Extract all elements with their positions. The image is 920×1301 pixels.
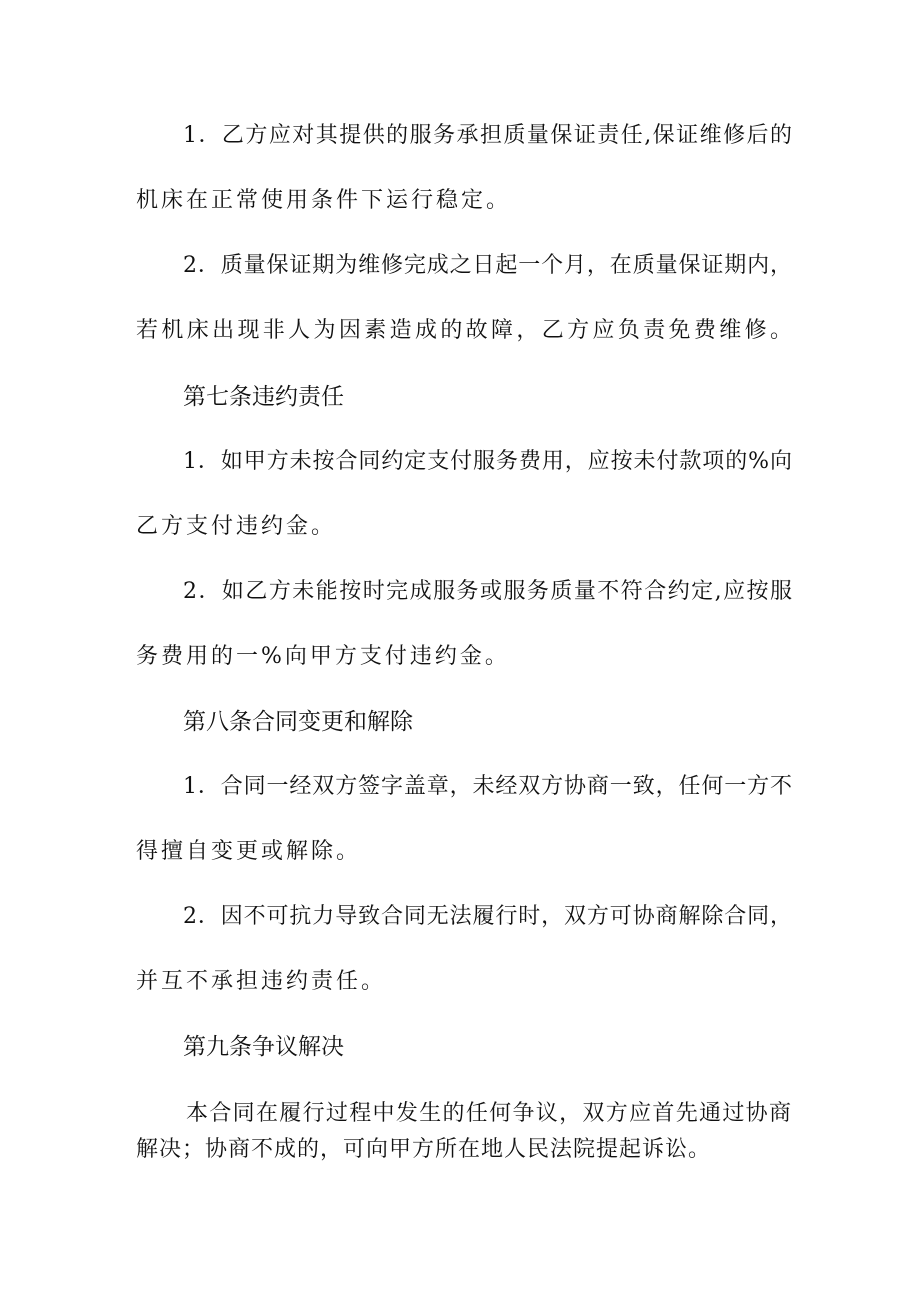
section8-item1-line2: 得擅自变更或解除。 [136,839,362,864]
section8-item2-line2: 并互不承担违约责任。 [136,969,387,994]
section6-item1-line1: 1．乙方应对其提供的服务承担质量保证责任,保证维修后的 [183,123,792,148]
section6-item2-line1: 2．质量保证期为维修完成之日起一个月，在质量保证期内， [183,253,792,278]
section9-heading: 第九条争议解决 [183,1034,344,1060]
section7-item2-line1: 2．如乙方未能按时完成服务或服务质量不符合约定,应按服 [183,579,792,604]
section7-item1-line1: 1．如甲方未按合同约定支付服务费用，应按未付款项的%向 [183,449,792,474]
section8-item1-line1: 1．合同一经双方签字盖章，未经双方协商一致，任何一方不 [183,774,792,799]
section6-item2-line2: 若机床出现非人为因素造成的故障，乙方应负责免费维修。 [136,318,792,343]
section8-item2-line1: 2．因不可抗力导致合同无法履行时，双方可协商解除合同， [183,904,792,929]
section6-item1-line2: 机床在正常使用条件下运行稳定。 [136,188,512,213]
section9-paragraph: 本合同在履行过程中发生的任何争议，双方应首先通过协商解决；协商不成的，可向甲方所在地人民法院提起诉讼。 [136,1101,792,1162]
section7-heading: 第七条违约责任 [183,384,344,410]
section7-item2-line2: 务费用的一%向甲方支付违约金。 [136,644,510,669]
section8-heading: 第八条合同变更和解除 [183,709,413,735]
section7-item1-line2: 乙方支付违约金。 [136,514,337,539]
